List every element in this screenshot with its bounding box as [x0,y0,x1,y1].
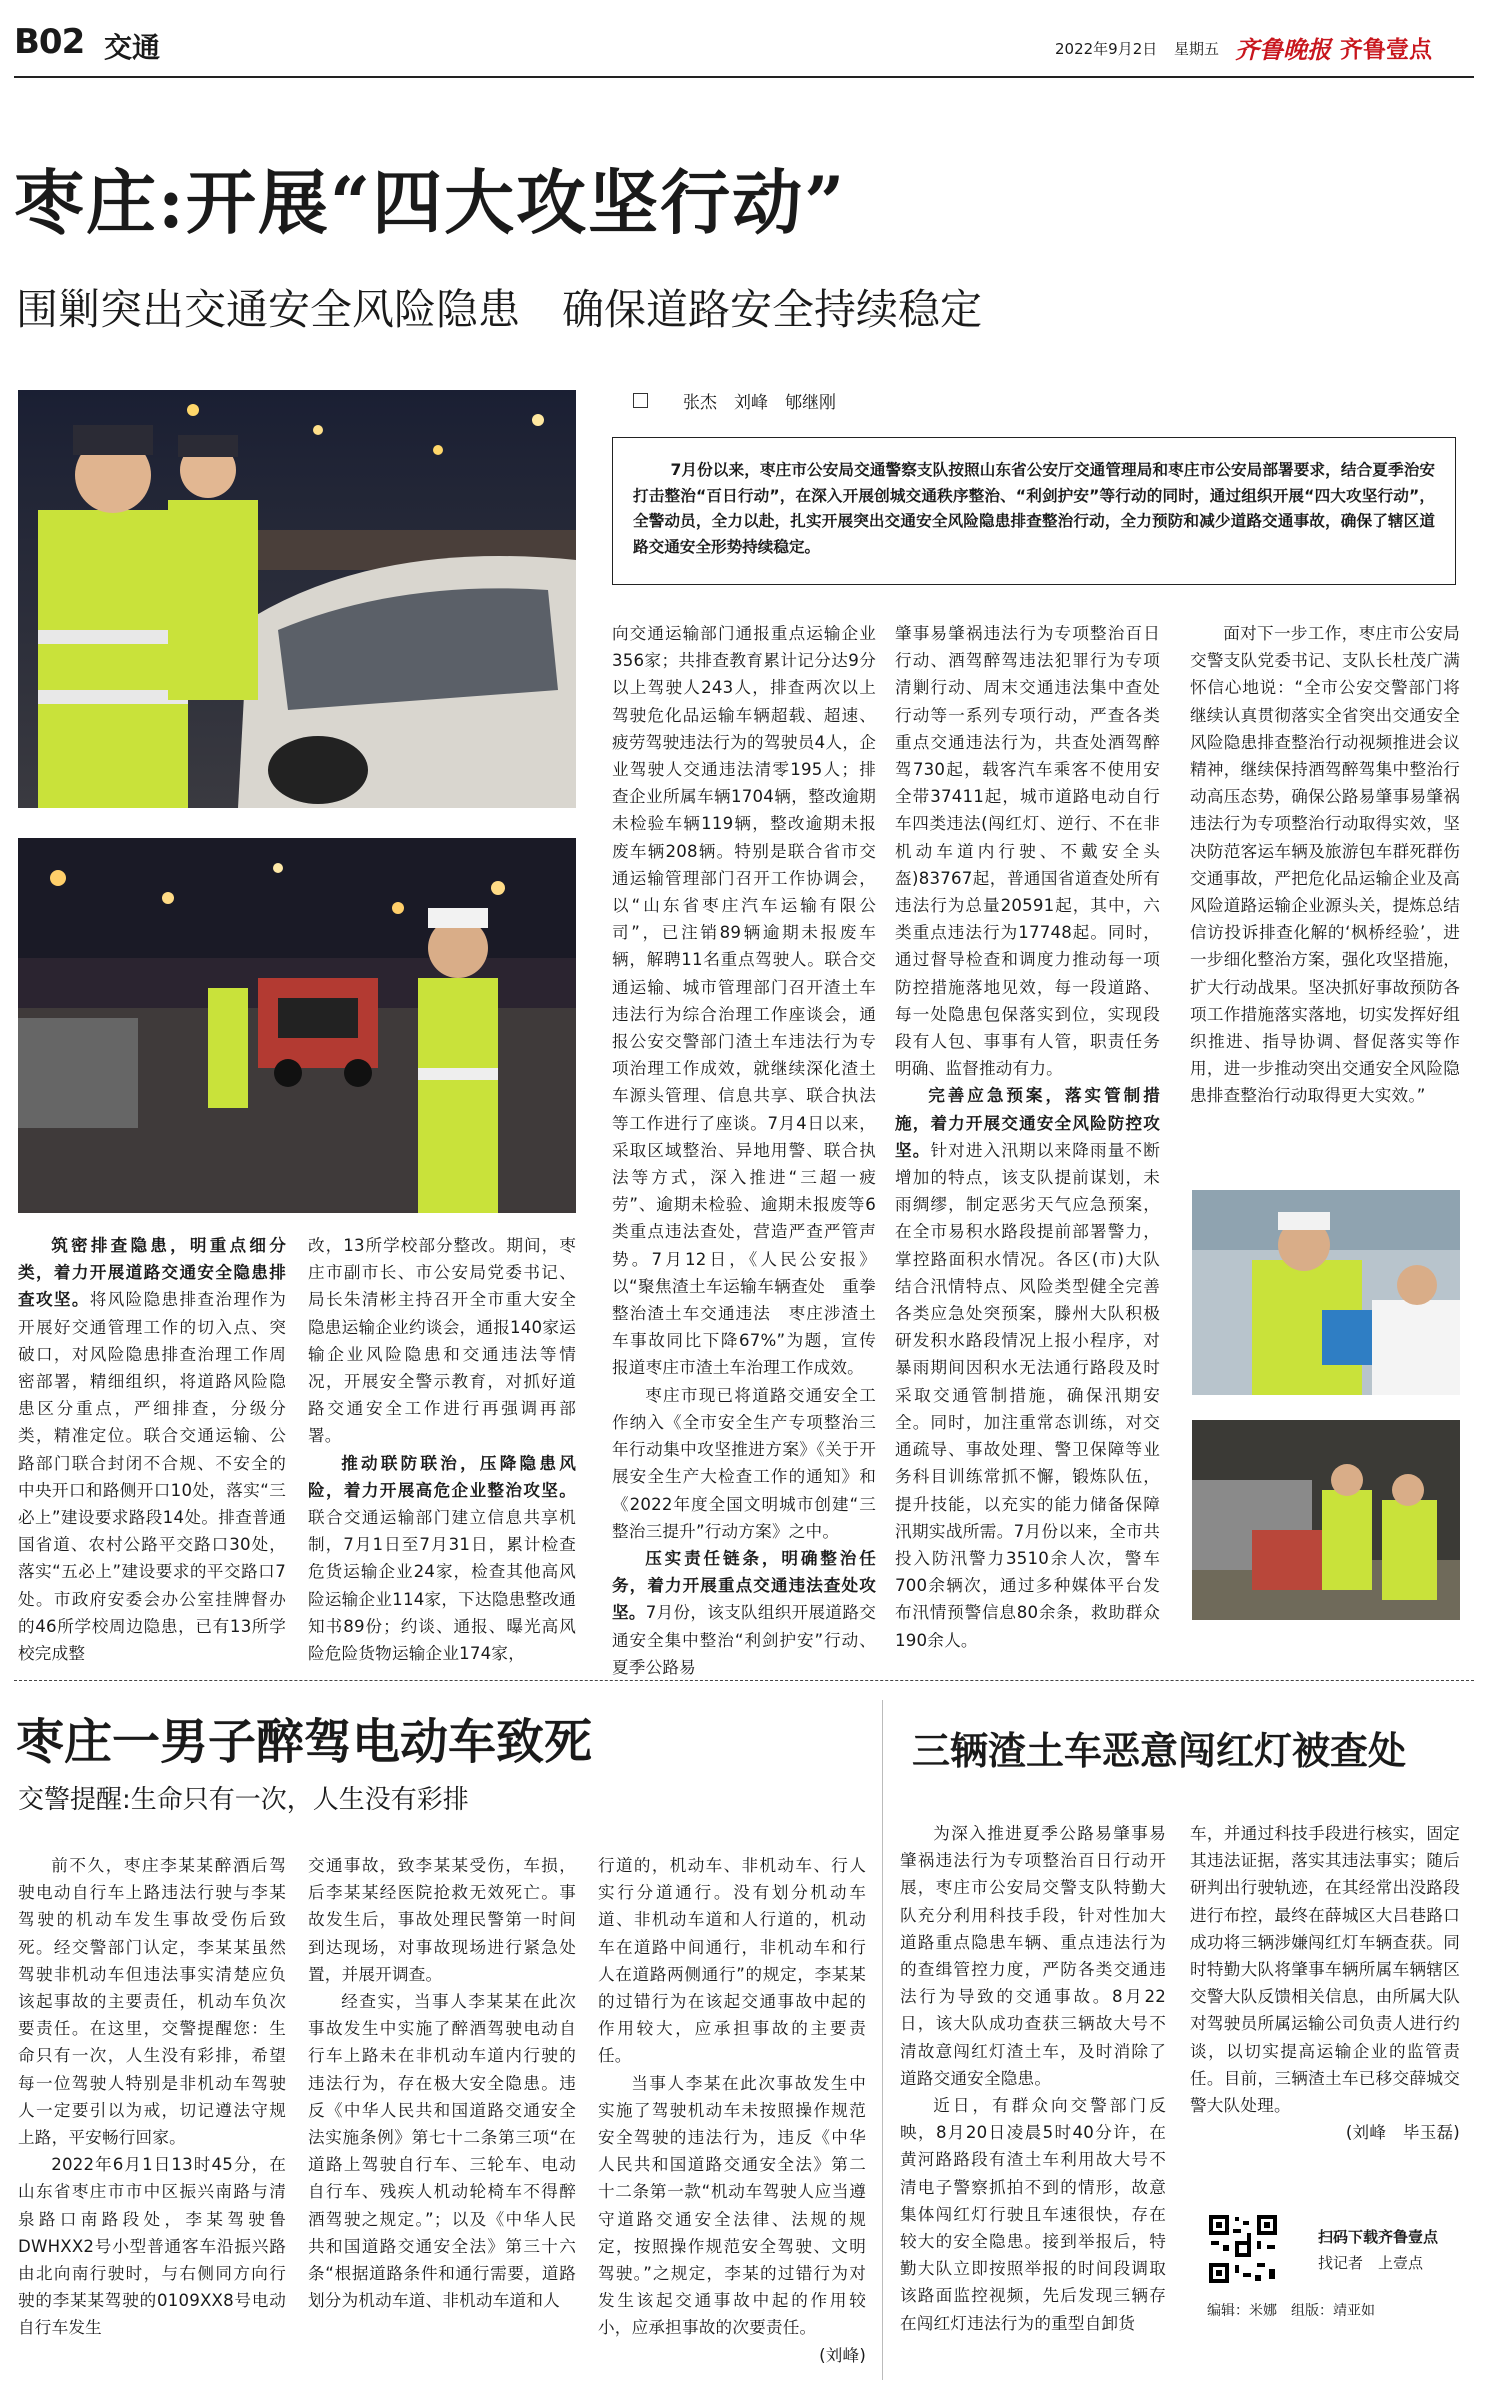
lead-column-1 [18,1232,286,1664]
lead-col3-heading-3: 完善应急预案，落实管制措施，着力开展交通安全风险防控攻坚。 [895,1086,1160,1160]
lead-col3-paragraph-b: 针对进入汛期以来降雨量不断增加的特点，该支队提前谋划，未雨绸缪，制定恶劣天气应急预案，在全市易积水路段提前部署警力，掌控路面积水情况。各区(市)大队结合汛情特点、风险类型健全完善各类应急处突预案，滕州大队积极研发积水路段情况上报小程序，对暴雨期间因积水无法通行路段及时采取交通管制措施，确保汛期安全。同时，加注重常态训练，对交通疏导、事故处理、警卫保障等业务科目训练常抓不懈，锻炼队伍，提升技能，以充实的能力储备保障汛期实战所需。7月份以来，全市共投入防汛警力3510余人次，警车700余辆次，通过多种媒体平台发布汛情预警信息80余条，救助群众190余人。 [895,1140,1160,1650]
story2-paragraph-6: 当事人李某在此次事故发生中实施了驾驶机动车未按照操作规范安全驾驶的违法行为，违反《中华人民共和国道路交通安全法》第二十二条第一款“机动车驾驶人应当遵守道路交通安全法律、法规的规定，按照操作规范安全驾驶、文明驾驶。”之规定，李某的过错行为对发生该起交通事故中起的作用较小，应承担事故的次要责任。 [598,2073,866,2338]
story3-paragraph-2: 近日，有群众向交警部门反映，8月20日凌晨5时40分许，在黄河路路段有渣土车利用故大号不清电子警察抓拍不到的情形，故意集体闯红灯行驶且车速很快，存在较大的安全隐患。接到举报后，特勤大队立即按照举报的时间段调取该路面监控视频，先后发现三辆存在闯红灯违法行为的重型自卸货 [900,2096,1166,2333]
lead-col4-paragraph: 面对下一步工作，枣庄市公安局交警支队党委书记、支队长杜茂广满怀信心地说：“全市公安交警部门将继续认真贯彻落实全省突出交通安全风险隐患排查整治行动视频推进会议精神，继续保持酒驾醉驾集中整治行动高压态势，确保公路易肇事易肇祸违法行为专项整治行动取得实效，坚决防范客运车辆及旅游包车群死群伤交通事故，严把危化品运输企业及高风险道路运输企业源头关，提炼总结信访投诉排查化解的‘枫桥经验’，进一步细化整治方案，强化攻坚措施，扩大行动战果。坚决抓好事故预防各项工作措施落实落地，切实发挥好组织推进、指导协调、督促落实等作用，进一步推动突出交通安全风险隐患排查整治行动取得更大实效。” [1190,624,1460,1106]
brand-logo-qilu-evening-news: 齐鲁晚报 [1235,35,1331,64]
photo-police-directing-traffic-night [18,838,576,1213]
lead-column-2-top [612,620,876,1677]
lead-column-3 [895,620,1160,1650]
lead-col1-heading-1: 筑密排查隐患，明重点细分类，着力开展道路交通安全隐患排查攻坚。 [18,1236,286,1310]
page-number: B02 [14,22,85,62]
issue-weekday: 星期五 [1174,40,1220,58]
page-editor-credit: 编辑：米娜 组版：靖亚如 [1207,2303,1375,2319]
photo-police-checking-car [18,390,576,808]
qr-code[interactable] [1207,2213,1279,2285]
lead-summary-text: 7月份以来，枣庄市公安局交通警察支队按照山东省公安厅交通管理局和枣庄市公安局部署要求，结合夏季治安打击整治“百日行动”，在深入开展创城交通秩序整治、“利剑护安”等行动的同时，通过组织开展“四大攻坚行动”，全警动员，全力以赴，扎实开展突出交通安全风险隐患排查整治行动，全力预防和减少道路交通事故，确保了辖区道路交通安全形势持续稳定。 [633,461,1435,556]
story2-column-3 [598,1852,866,2365]
photo-police-pushing-stalled-car [1192,1420,1460,1620]
qr-caption: 扫码下载齐鲁壹点 [1318,2228,1439,2246]
story3-paragraph-3: 车，并通过科技手段进行核实，固定其违法证据，落实其违法事实；随后研判出行驶轨迹，在其经常出没路段进行布控，最终在薛城区大吕巷路口成功将三辆涉嫌闯红灯车辆查获。同时特勤大队将肇事车辆所属车辆辖区交警大队反馈相关信息，由所属大队对驾驶员所属运输公司负责人进行约谈，以切实提高运输企业的监管责任。目前，三辆渣土车已移交薛城交警大队处理。 [1190,1824,1460,2116]
story2-headline: 枣庄一男子醉驾电动车致死 [16,1714,593,1770]
lead-subheadline: 围剿突出交通安全风险隐患 确保道路安全持续稳定 [16,285,983,334]
lead-col2-paragraph-c: 7月份，该支队组织开展道路交通安全集中整治“利剑护安”行动、夏季公路易 [612,1603,876,1677]
story2-paragraph-3: 交通事故，致李某某受伤，车损，后李某某经医院抢救无效死亡。事故发生后，事故处理民警第一时间到达现场，对事故现场进行紧急处置，并展开调查。 [308,1856,576,1984]
lead-col1b-paragraph: 改，13所学校部分整改。期间，枣庄市副市长、市公安局党委书记、局长朱清彬主持召开全市重大安全隐患运输企业约谈会，通报140家运输企业风险隐患和交通违法等情况，开展安全警示教育，对抓好道路交通安全工作进行再强调再部署。 [308,1236,576,1446]
story3-column-2 [1190,1820,1460,2150]
header-rule [14,76,1474,78]
brand-logo-qilu-yidian: 齐鲁壹点 [1340,37,1432,63]
story2-column-2 [308,1852,576,2362]
story2-author: (刘峰) [819,2345,866,2365]
story3-column-1 [900,1820,1166,2365]
lead-col2-paragraph: 向交通运输部门通报重点运输企业356家；共排查教育累计记分达9分以上驾驶人243人，排查两次以上驾驶危化品运输车辆超载、超速、疲劳驾驶违法行为的驾驶员4人，企业驾驶人交通违法清零195人；排查企业所属车辆1704辆，整改逾期未检验车辆119辆，整改逾期未报废车辆208辆。特别是联合省市交通运输管理部门召开工作协调会，以“山东省枣庄汽车运输有限公司”，已注销89辆逾期未报废车辆，解聘11名重点驾驶人。联合交通运输、城市管理部门召开渣土车违法行为综合治理工作座谈会，通报公安交警部门渣土车违法行为专项治理工作成效，就继续深化渣土车源头管理、信息共享、联合执法等工作进行了座谈。7月4日以来，采取区域整治、异地用警、联合执法等方式，深入推进“三超一疲劳”、逾期未检验、逾期未报废等6类重点违法查处，营造严查严管声势。7月12日，《人民公安报》以“聚焦渣土车运输车辆查处 重拳整治渣土车交通违法 枣庄涉渣土车事故同比下降67%”为题，宣传报道枣庄市渣土车治理工作成效。 [612,624,876,1378]
section-divider [14,1680,1474,1681]
lead-byline: 张杰 刘峰 郇继刚 [683,393,836,413]
lead-summary-box [612,437,1456,585]
issue-date: 2022年9月2日 [1055,40,1158,58]
qr-reporter-line: 找记者 上壹点 [1318,2254,1424,2272]
lead-column-1b [308,1232,576,1664]
photo-police-with-student [1192,1190,1460,1395]
lead-col1b-paragraph-b: 联合交通运输部门建立信息共享机制，7月1日至7月31日，累计检查危货运输企业24家，检查其他高风险运输企业114家，下达隐患整改通知书89份；约谈、通报、曝光高风险危险货物运输企业174家， [308,1508,576,1664]
lead-col3-paragraph: 肇事易肇祸违法行为专项整治百日行动、酒驾醉驾违法犯罪行为专项清剿行动、周末交通违法集中查处行动等一系列专项行动，严查各类重点交通违法行为，共查处酒驾醉驾730起，载客汽车乘客不使用安全带37411起，城市道路电动自行车四类违法(闯红灯、逆行、不在非机动车道内行驶、不戴安全头盔)83767起，普通国省道查处所有违法行为总量20591起，其中，六类重点违法行为17748起。同时，通过督导检查和调度力推动每一项防控措施落地见效，每一段道路、每一处隐患包保落实到位，实现段段有人包、事事有人管，职责任务明确、监督推动有力。 [895,624,1160,1079]
story3-author: (刘峰 毕玉磊) [1345,2123,1460,2143]
story2-subheadline: 交警提醒:生命只有一次，人生没有彩排 [18,1785,469,1815]
lead-col2-heading-4: 压实责任链条，明确整治任务，着力开展重点交通违法查处攻坚。 [612,1548,876,1623]
story-separator-vertical [882,1700,883,2380]
byline-checkbox [633,393,648,408]
lead-headline: 枣庄:开展“四大攻坚行动” [14,161,847,244]
story3-paragraph-1: 为深入推进夏季公路易肇事易肇祸违法行为专项整治百日行动开展，枣庄市公安局交警支队特勤大队充分利用科技手段，针对性加大道路重点隐患车辆、重点违法行为的查缉管控力度，严防各类交通违法行为导致的交通事故。8月22日，该大队成功查获三辆故大号不清故意闯红灯渣土车，及时消除了道路交通安全隐患。 [900,1824,1166,2088]
story3-headline: 三辆渣土车恶意闯红灯被查处 [912,1728,1407,1773]
story2-paragraph-5: 行道的，机动车、非机动车、行人实行分道通行。没有划分机动车道、非机动车道和人行道的，机动车在道路中间通行，非机动车和行人在道路两侧通行”的规定，李某某的过错行为在该起交通事故中起的作用较大，应承担事故的主要责任。 [598,1856,866,2066]
story2-column-1 [18,1852,286,2362]
story2-paragraph-4: 经查实，当事人李某某在此次事故发生中实施了醉酒驾驶电动自行车上路未在非机动车道内行驶的违法行为，存在极大安全隐患。违反《中华人民共和国道路交通安全法实施条例》第七十二条第三项“在道路上驾驶自行车、三轮车、电动自行车、残疾人机动轮椅车不得醉酒驾驶之规定。”；以及《中华人民共和国道路交通安全法》第三十六条“根据道路条件和通行需要，道路划分为机动车道、非机动车道和人 [308,1992,576,2311]
story2-paragraph-2: 2022年6月1日13时45分，在山东省枣庄市市中区振兴南路与清泉路口南路段处，李某驾驶鲁DWHXX2号小型普通客车沿振兴路由北向南行驶时，与右侧同方向行驶的李某某驾驶的0109XX8号电动自行车发生 [18,2155,286,2338]
lead-col2-paragraph-b: 枣庄市现已将道路交通安全工作纳入《全市安全生产专项整治三年行动集中攻坚推进方案》《关于开展安全生产大检查工作的通知》和《2022年度全国文明城市创建“三整治三提升”行动方案》之中。 [612,1385,876,1541]
story2-paragraph-1: 前不久，枣庄李某某醉酒后驾驶电动自行车上路违法行驶与李某驾驶的机动车发生事故受伤后致死。经交警部门认定，李某某虽然驾驶非机动车但违法事实清楚应负该起事故的主要责任，机动车负次要责任。在这里，交警提醒您：生命只有一次，人生没有彩排，希望每一位驾驶人特别是非机动车驾驶人一定要引以为戒，切记遵法守规上路，平安畅行回家。 [18,1856,286,2148]
lead-column-4 [1190,620,1460,1180]
lead-col1b-heading-2: 推动联防联治，压降隐患风险，着力开展高危企业整治攻坚。 [308,1453,576,1500]
section-name: 交通 [104,31,161,64]
lead-col1-paragraph: 将风险隐患排查治理作为开展好交通管理工作的切入点、突破口，对风险隐患排查治理工作周密部署，精细组织，将道路风险隐患区分重点，严细排查，分级分类，精准定位。联合交通运输、公路部门联合封闭不合规、不安全的中央开口和路侧开口10处，落实“三必上”建设要求路段14处。排查普通国省道、农村公路平交路口30处，落实“五必上”建设要求的平交路口7处。市政府安委会办公室挂牌督办的46所学校周边隐患，已有13所学校完成整 [18,1290,286,1664]
